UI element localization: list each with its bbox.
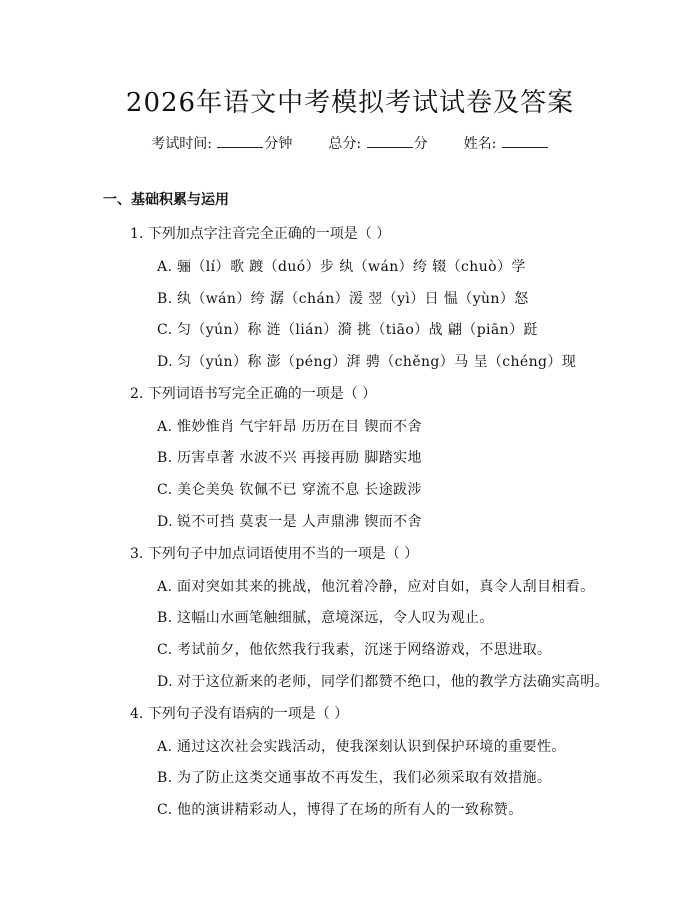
question-stem: 2. 下列词语书写完全正确的一项是（ ） bbox=[130, 386, 377, 402]
option-text: 匀（yún）称 涟（lián）漪 挑（tiāo）战 翩（piān）跹 bbox=[177, 322, 538, 338]
student-name-label: 姓名: bbox=[463, 136, 497, 152]
option-text: 他的演讲精彩动人，博得了在场的所有人的一致称赞。 bbox=[177, 802, 523, 818]
option bbox=[157, 767, 551, 787]
option bbox=[157, 607, 494, 627]
option-letter: B. bbox=[157, 291, 173, 307]
option-letter: C. bbox=[157, 482, 173, 498]
option-text: 锐不可挡 莫衷一是 人声鼎沸 锲而不舍 bbox=[177, 514, 422, 530]
student-name-field bbox=[464, 133, 549, 153]
exam-time-label: 考试时间: bbox=[151, 136, 212, 152]
option-letter: C. bbox=[157, 642, 173, 658]
option-letter: B. bbox=[157, 770, 173, 786]
option bbox=[157, 416, 422, 436]
option-text: 对于这位新来的老师，同学们都赞不绝口，他的教学方法确实高明。 bbox=[177, 674, 609, 690]
option bbox=[157, 288, 529, 308]
question-stem: 3. 下列句子中加点词语使用不当的一项是（ ） bbox=[130, 546, 419, 562]
option-text: 为了防止这类交通事故不再发生，我们必须采取有效措施。 bbox=[177, 770, 552, 786]
exam-time-unit: 分钟 bbox=[264, 136, 293, 152]
option bbox=[157, 319, 538, 339]
option-text: 通过这次社会实践活动，使我深刻认识到保护环境的重要性。 bbox=[177, 739, 566, 755]
question-stem: 1. 下列加点字注音完全正确的一项是（ ） bbox=[130, 226, 391, 242]
option-letter: D. bbox=[157, 354, 173, 370]
exam-time-field bbox=[151, 133, 292, 153]
option bbox=[157, 256, 526, 276]
option-letter: A. bbox=[157, 259, 173, 275]
option-text: 这幅山水画笔触细腻，意境深远，令人叹为观止。 bbox=[177, 610, 494, 626]
exam-info-row bbox=[0, 133, 700, 153]
option-letter: A. bbox=[157, 579, 173, 595]
option-letter: A. bbox=[157, 739, 173, 755]
option-letter: B. bbox=[157, 450, 173, 466]
option-letter: A. bbox=[157, 419, 173, 435]
option bbox=[157, 351, 576, 371]
option-text: 骊（lí）歌 踱（duó）步 纨（wán）绔 辍（chuò）学 bbox=[177, 259, 526, 275]
option-text: 匀（yún）称 澎（péng）湃 骋（chěng）马 呈（chéng）现 bbox=[177, 354, 577, 370]
option-text: 面对突如其来的挑战，他沉着冷静，应对自如，真令人刮目相看。 bbox=[177, 579, 595, 595]
total-score-blank[interactable] bbox=[367, 135, 413, 148]
total-score-field bbox=[328, 133, 427, 153]
option-letter: D. bbox=[157, 514, 173, 530]
option bbox=[157, 511, 422, 531]
question-stem: 4. 下列句子没有语病的一项是（ ） bbox=[130, 706, 349, 722]
option bbox=[157, 736, 566, 756]
option-letter: C. bbox=[157, 802, 173, 818]
exam-time-blank[interactable] bbox=[217, 135, 263, 148]
option-text: 考试前夕，他依然我行我素，沉迷于网络游戏，不思进取。 bbox=[177, 642, 552, 658]
option-letter: D. bbox=[157, 674, 173, 690]
option bbox=[157, 799, 523, 819]
option-text: 惟妙惟肖 气宇轩昂 历历在目 锲而不舍 bbox=[177, 419, 422, 435]
option bbox=[157, 576, 595, 596]
option bbox=[157, 639, 551, 659]
page-title: 2026年语文中考模拟考试试卷及答案 bbox=[125, 88, 575, 118]
student-name-blank[interactable] bbox=[502, 135, 548, 148]
total-score-unit: 分 bbox=[413, 136, 428, 152]
option-text: 历害卓著 水波不兴 再接再励 脚踏实地 bbox=[177, 450, 422, 466]
option bbox=[157, 447, 422, 467]
option bbox=[157, 479, 422, 499]
option-letter: C. bbox=[157, 322, 173, 338]
total-score-label: 总分: bbox=[328, 136, 362, 152]
option-letter: B. bbox=[157, 610, 173, 626]
section-heading: 一、基础积累与运用 bbox=[103, 192, 229, 208]
option-text: 美仑美奂 钦佩不已 穿流不息 长途跋涉 bbox=[177, 482, 422, 498]
option-text: 纨（wán）绔 潺（chán）湲 翌（yì）日 愠（yùn）怒 bbox=[177, 291, 529, 307]
option bbox=[157, 671, 609, 691]
